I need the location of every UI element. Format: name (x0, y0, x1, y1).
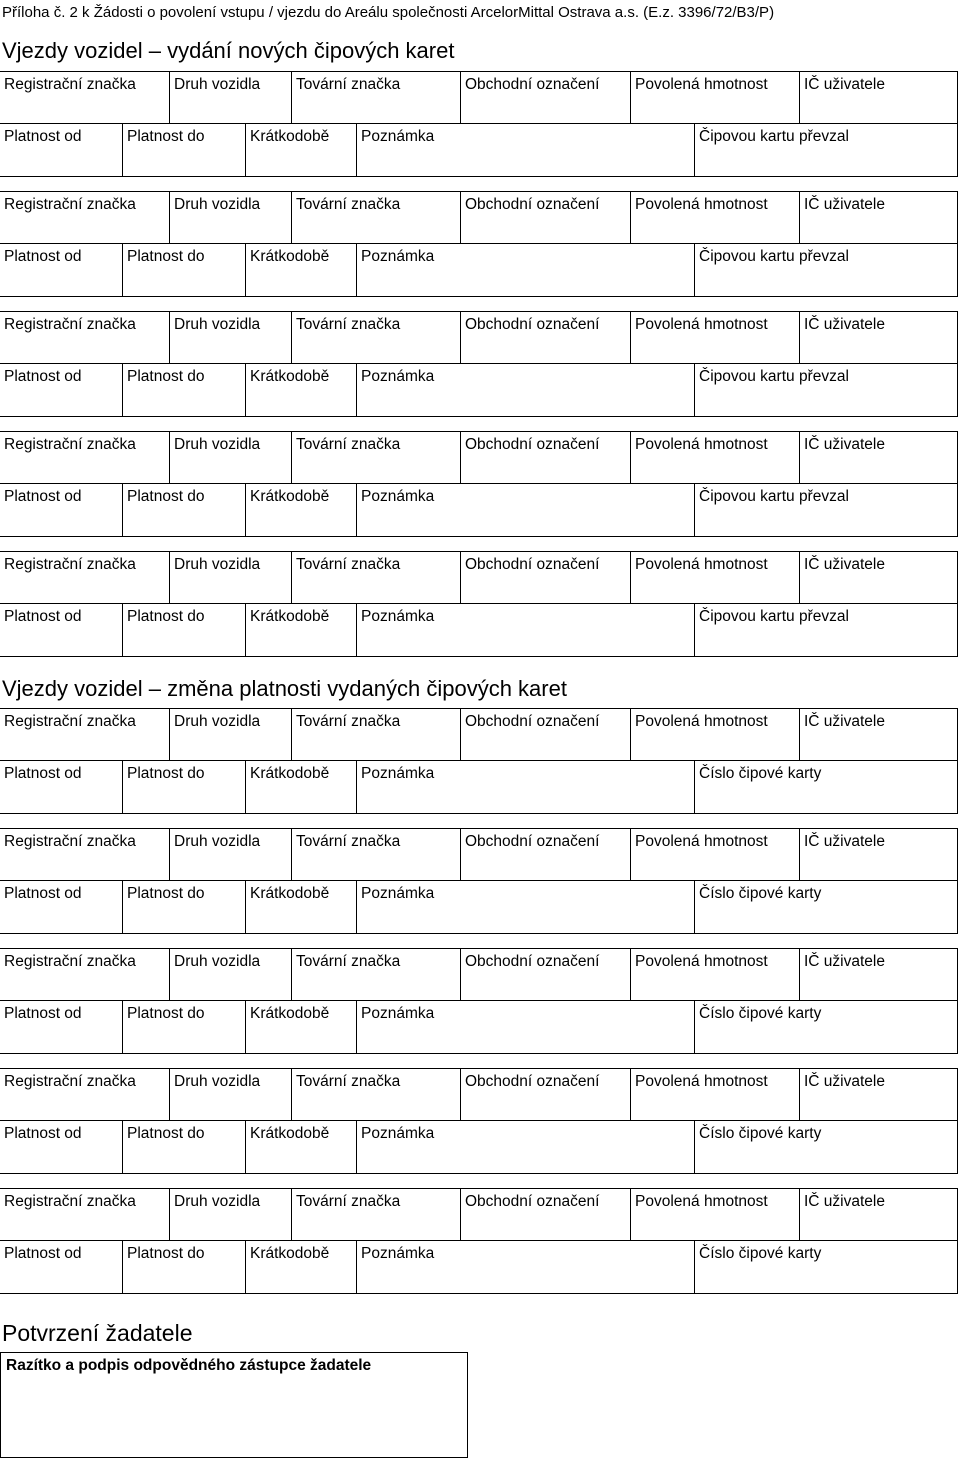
form-field-cell[interactable] (630, 1068, 800, 1121)
form-field-cell[interactable] (460, 828, 631, 881)
field-label: Platnost do (127, 885, 205, 902)
form-field-cell[interactable] (356, 363, 695, 417)
field-label: Číslo čipové karty (699, 1125, 822, 1142)
form-field-cell[interactable] (0, 431, 170, 484)
field-label: Platnost do (127, 488, 205, 505)
vehicle-entry-block (0, 828, 958, 934)
field-label: Tovární značka (296, 833, 401, 850)
field-label: Druh vozidla (174, 833, 261, 850)
stamp-signature-box[interactable] (0, 1352, 468, 1458)
form-field-cell[interactable] (799, 431, 958, 484)
field-label: Povolená hmotnost (635, 1073, 768, 1090)
field-label: Registrační značka (4, 1193, 136, 1210)
form-field-cell[interactable] (169, 191, 292, 244)
field-label: Druh vozidla (174, 76, 261, 93)
field-label: IČ uživatele (804, 556, 885, 573)
form-field-cell[interactable] (694, 603, 958, 657)
form-field-cell[interactable] (0, 551, 170, 604)
field-label: Platnost do (127, 1125, 205, 1142)
field-label: Obchodní označení (465, 76, 600, 93)
form-field-cell[interactable] (245, 760, 357, 814)
form-field-cell[interactable] (0, 880, 123, 934)
field-label: Druh vozidla (174, 713, 261, 730)
form-field-cell[interactable] (122, 363, 246, 417)
form-field-cell[interactable] (122, 760, 246, 814)
form-field-cell[interactable] (291, 71, 461, 124)
field-label: Povolená hmotnost (635, 833, 768, 850)
form-field-cell[interactable] (694, 483, 958, 537)
field-label: Čipovou kartu převzal (699, 248, 849, 265)
field-label: Čipovou kartu převzal (699, 128, 849, 145)
field-label: IČ uživatele (804, 1073, 885, 1090)
field-label: Obchodní označení (465, 436, 600, 453)
field-label: Poznámka (361, 1125, 435, 1142)
form-field-cell[interactable] (356, 1240, 695, 1294)
vehicle-entry-block (0, 311, 958, 417)
form-field-cell[interactable] (291, 1068, 461, 1121)
form-field-cell[interactable] (799, 828, 958, 881)
form-field-cell[interactable] (122, 603, 246, 657)
form-field-cell[interactable] (245, 880, 357, 934)
field-label: Poznámka (361, 128, 435, 145)
form-field-cell[interactable] (460, 551, 631, 604)
field-label: Tovární značka (296, 436, 401, 453)
form-field-cell[interactable] (0, 948, 170, 1001)
form-field-cell[interactable] (694, 760, 958, 814)
form-field-cell[interactable] (0, 1240, 123, 1294)
form-field-cell[interactable] (0, 760, 123, 814)
form-field-cell[interactable] (630, 708, 800, 761)
field-label: IČ uživatele (804, 436, 885, 453)
field-label: IČ uživatele (804, 196, 885, 213)
form-field-cell[interactable] (694, 243, 958, 297)
form-field-cell[interactable] (356, 483, 695, 537)
field-label: Číslo čipové karty (699, 1245, 822, 1262)
vehicle-entry-block (0, 1068, 958, 1174)
form-field-cell[interactable] (630, 1188, 800, 1241)
form-field-cell[interactable] (169, 708, 292, 761)
field-label: Platnost od (4, 128, 82, 145)
form-field-cell[interactable] (291, 191, 461, 244)
form-field-cell[interactable] (169, 551, 292, 604)
form-field-cell[interactable] (169, 1188, 292, 1241)
form-field-cell[interactable] (122, 880, 246, 934)
form-field-cell[interactable] (291, 551, 461, 604)
field-label: Druh vozidla (174, 436, 261, 453)
field-label: Platnost do (127, 608, 205, 625)
form-field-cell[interactable] (630, 431, 800, 484)
form-field-cell[interactable] (291, 948, 461, 1001)
field-label: Druh vozidla (174, 953, 261, 970)
field-label: Poznámka (361, 248, 435, 265)
field-label: Poznámka (361, 1005, 435, 1022)
field-label: Poznámka (361, 885, 435, 902)
field-label: Krátkodobě (250, 765, 330, 782)
form-field-cell[interactable] (245, 363, 357, 417)
form-field-cell[interactable] (122, 1120, 246, 1174)
field-label: Platnost od (4, 1245, 82, 1262)
form-field-cell[interactable] (169, 948, 292, 1001)
field-label: Obchodní označení (465, 953, 600, 970)
form-field-cell[interactable] (291, 708, 461, 761)
field-label: Povolená hmotnost (635, 196, 768, 213)
form-field-cell[interactable] (630, 551, 800, 604)
form-field-cell[interactable] (245, 1240, 357, 1294)
form-field-cell[interactable] (0, 71, 170, 124)
form-field-cell[interactable] (356, 123, 695, 177)
form-field-cell[interactable] (799, 1188, 958, 1241)
field-label: Obchodní označení (465, 1073, 600, 1090)
field-label: IČ uživatele (804, 316, 885, 333)
form-field-cell[interactable] (460, 431, 631, 484)
field-label: Druh vozidla (174, 1073, 261, 1090)
field-label: IČ uživatele (804, 713, 885, 730)
form-field-cell[interactable] (460, 311, 631, 364)
field-label: Registrační značka (4, 196, 136, 213)
field-label: Registrační značka (4, 833, 136, 850)
vehicle-entry-block (0, 71, 958, 177)
field-label: Platnost od (4, 885, 82, 902)
form-field-cell[interactable] (0, 483, 123, 537)
field-label: Poznámka (361, 368, 435, 385)
field-label: Registrační značka (4, 436, 136, 453)
form-field-cell[interactable] (0, 603, 123, 657)
form-field-cell[interactable] (245, 483, 357, 537)
field-label: Čipovou kartu převzal (699, 608, 849, 625)
form-field-cell[interactable] (694, 1000, 958, 1054)
field-label: Obchodní označení (465, 713, 600, 730)
field-label: Povolená hmotnost (635, 436, 768, 453)
field-label: Tovární značka (296, 713, 401, 730)
form-field-cell[interactable] (799, 311, 958, 364)
field-label: Obchodní označení (465, 316, 600, 333)
field-label: IČ uživatele (804, 76, 885, 93)
field-label: Povolená hmotnost (635, 76, 768, 93)
field-label: IČ uživatele (804, 953, 885, 970)
field-label: Povolená hmotnost (635, 953, 768, 970)
form-field-cell[interactable] (0, 1120, 123, 1174)
form-field-cell[interactable] (0, 708, 170, 761)
form-field-cell[interactable] (169, 431, 292, 484)
field-label: Krátkodobě (250, 488, 330, 505)
form-field-cell[interactable] (0, 363, 123, 417)
form-field-cell[interactable] (245, 243, 357, 297)
field-label: Krátkodobě (250, 608, 330, 625)
field-label: Čipovou kartu převzal (699, 488, 849, 505)
form-field-cell[interactable] (630, 311, 800, 364)
field-label: Platnost do (127, 248, 205, 265)
document-header: Příloha č. 2 k Žádosti o povolení vstupu / vjezdu do Areálu společnosti ArcelorMittal Ostrava a.s. (E.z. 3396/72/B3/P) (2, 4, 775, 21)
field-label: Krátkodobě (250, 1125, 330, 1142)
form-field-cell[interactable] (245, 603, 357, 657)
form-field-cell[interactable] (356, 760, 695, 814)
form-field-cell[interactable] (460, 1068, 631, 1121)
form-field-cell[interactable] (0, 123, 123, 177)
field-label: Krátkodobě (250, 1245, 330, 1262)
form-field-cell[interactable] (169, 71, 292, 124)
field-label: Registrační značka (4, 76, 136, 93)
field-label: Tovární značka (296, 316, 401, 333)
confirmation-title: Potvrzení žadatele (2, 1320, 193, 1346)
form-field-cell[interactable] (122, 243, 246, 297)
field-label: Registrační značka (4, 556, 136, 573)
field-label: Platnost do (127, 1245, 205, 1262)
field-label: Tovární značka (296, 76, 401, 93)
form-field-cell[interactable] (694, 123, 958, 177)
form-field-cell[interactable] (694, 363, 958, 417)
field-label: Poznámka (361, 488, 435, 505)
form-field-cell[interactable] (291, 311, 461, 364)
form-field-cell[interactable] (694, 1120, 958, 1174)
form-field-cell[interactable] (0, 828, 170, 881)
form-field-cell[interactable] (460, 948, 631, 1001)
form-field-cell[interactable] (169, 311, 292, 364)
form-field-cell[interactable] (122, 123, 246, 177)
form-field-cell[interactable] (799, 1068, 958, 1121)
field-label: Platnost od (4, 608, 82, 625)
field-label: Krátkodobě (250, 128, 330, 145)
field-label: Obchodní označení (465, 556, 600, 573)
field-label: IČ uživatele (804, 1193, 885, 1210)
field-label: Platnost od (4, 248, 82, 265)
form-field-cell[interactable] (0, 1000, 123, 1054)
vehicle-entry-block (0, 948, 958, 1054)
field-label: Číslo čipové karty (699, 1005, 822, 1022)
field-label: Krátkodobě (250, 885, 330, 902)
form-field-cell[interactable] (169, 1068, 292, 1121)
field-label: Druh vozidla (174, 316, 261, 333)
field-label: Registrační značka (4, 1073, 136, 1090)
form-field-cell[interactable] (799, 71, 958, 124)
field-label: Obchodní označení (465, 833, 600, 850)
form-field-cell[interactable] (694, 1240, 958, 1294)
field-label: Druh vozidla (174, 196, 261, 213)
form-field-cell[interactable] (245, 1000, 357, 1054)
form-field-cell[interactable] (460, 71, 631, 124)
field-label: Povolená hmotnost (635, 556, 768, 573)
form-field-cell[interactable] (799, 191, 958, 244)
field-label: Platnost do (127, 1005, 205, 1022)
vehicle-entry-block (0, 191, 958, 297)
field-label: Platnost od (4, 368, 82, 385)
form-field-cell[interactable] (630, 191, 800, 244)
field-label: Platnost do (127, 368, 205, 385)
field-label: Platnost od (4, 765, 82, 782)
form-field-cell[interactable] (799, 708, 958, 761)
field-label: Obchodní označení (465, 1193, 600, 1210)
form-field-cell[interactable] (630, 948, 800, 1001)
field-label: Poznámka (361, 1245, 435, 1262)
field-label: Registrační značka (4, 713, 136, 730)
form-field-cell[interactable] (0, 243, 123, 297)
form-field-cell[interactable] (122, 483, 246, 537)
form-field-cell[interactable] (460, 708, 631, 761)
form-field-cell[interactable] (356, 243, 695, 297)
form-field-cell[interactable] (460, 1188, 631, 1241)
field-label: Druh vozidla (174, 556, 261, 573)
field-label: Platnost od (4, 1005, 82, 1022)
form-field-cell[interactable] (356, 603, 695, 657)
form-field-cell[interactable] (169, 828, 292, 881)
form-field-cell[interactable] (291, 431, 461, 484)
field-label: Registrační značka (4, 316, 136, 333)
field-label: Krátkodobě (250, 368, 330, 385)
field-label: IČ uživatele (804, 833, 885, 850)
field-label: Registrační značka (4, 953, 136, 970)
field-label: Tovární značka (296, 1073, 401, 1090)
form-field-cell[interactable] (0, 191, 170, 244)
field-label: Krátkodobě (250, 1005, 330, 1022)
field-label: Povolená hmotnost (635, 316, 768, 333)
form-field-cell[interactable] (0, 1068, 170, 1121)
field-label: Čipovou kartu převzal (699, 368, 849, 385)
form-field-cell[interactable] (630, 71, 800, 124)
field-label: Druh vozidla (174, 1193, 261, 1210)
form-field-cell[interactable] (122, 1240, 246, 1294)
form-field-cell[interactable] (0, 311, 170, 364)
field-label: Poznámka (361, 608, 435, 625)
vehicle-entry-block (0, 1188, 958, 1294)
form-field-cell[interactable] (694, 880, 958, 934)
vehicle-entry-block (0, 708, 958, 814)
form-field-cell[interactable] (799, 948, 958, 1001)
field-label: Obchodní označení (465, 196, 600, 213)
field-label: Platnost do (127, 765, 205, 782)
field-label: Tovární značka (296, 1193, 401, 1210)
field-label: Krátkodobě (250, 248, 330, 265)
form-field-cell[interactable] (245, 1120, 357, 1174)
field-label: Platnost od (4, 1125, 82, 1142)
section-title-validity-change: Vjezdy vozidel – změna platnosti vydaných čipových karet (2, 676, 567, 701)
field-label: Poznámka (361, 765, 435, 782)
field-label: Povolená hmotnost (635, 1193, 768, 1210)
form-field-cell[interactable] (291, 828, 461, 881)
field-label: Platnost do (127, 128, 205, 145)
vehicle-entry-block (0, 551, 958, 657)
form-field-cell[interactable] (799, 551, 958, 604)
form-field-cell[interactable] (291, 1188, 461, 1241)
form-field-cell[interactable] (356, 1000, 695, 1054)
field-label: Číslo čipové karty (699, 885, 822, 902)
form-field-cell[interactable] (122, 1000, 246, 1054)
form-field-cell[interactable] (356, 880, 695, 934)
field-label: Číslo čipové karty (699, 765, 822, 782)
field-label: Platnost od (4, 488, 82, 505)
form-field-cell[interactable] (0, 1188, 170, 1241)
section-title-new-cards: Vjezdy vozidel – vydání nových čipových karet (2, 38, 455, 63)
vehicle-entry-block (0, 431, 958, 537)
field-label: Povolená hmotnost (635, 713, 768, 730)
form-field-cell[interactable] (245, 123, 357, 177)
form-field-cell[interactable] (630, 828, 800, 881)
field-label: Tovární značka (296, 196, 401, 213)
form-field-cell[interactable] (356, 1120, 695, 1174)
form-field-cell[interactable] (460, 191, 631, 244)
field-label: Tovární značka (296, 556, 401, 573)
stamp-signature-label: Razítko a podpis odpovědného zástupce žadatele (6, 1357, 372, 1374)
field-label: Tovární značka (296, 953, 401, 970)
